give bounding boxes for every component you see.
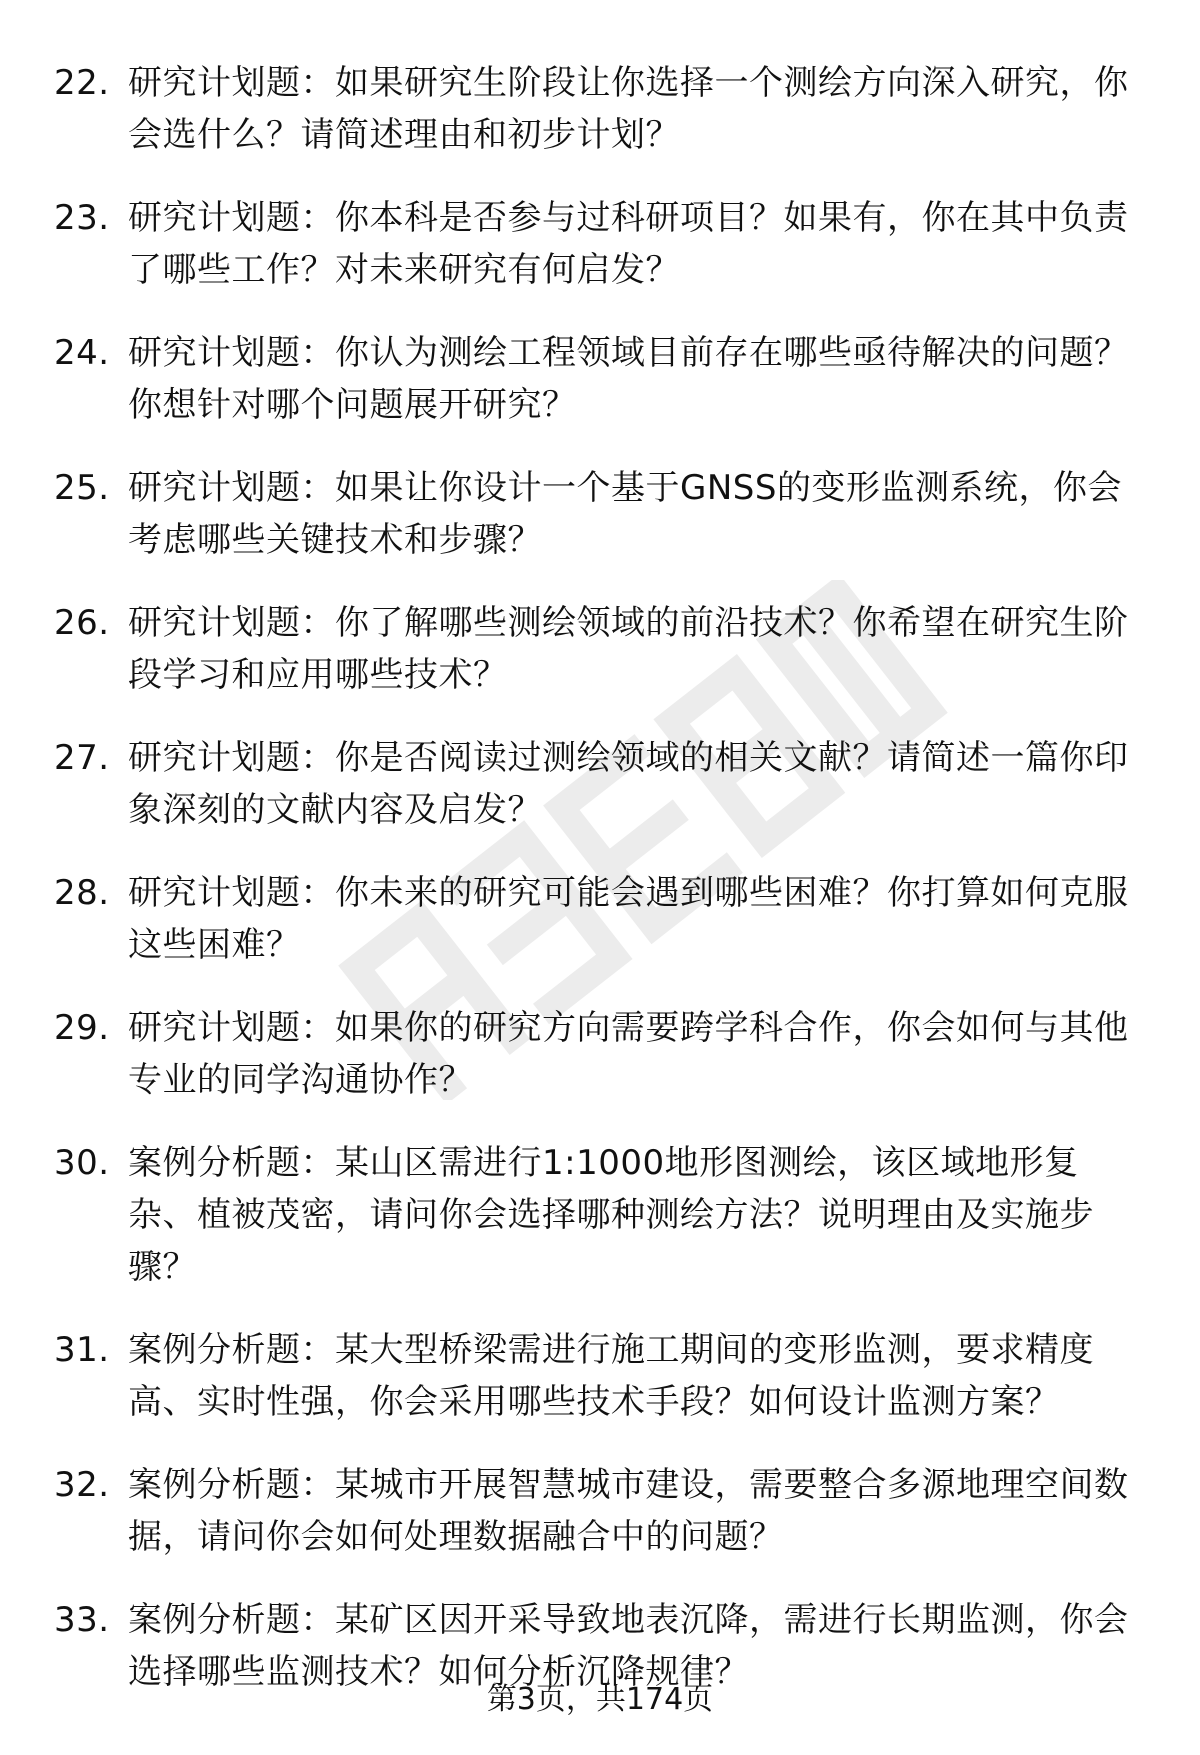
question-number: 24. bbox=[54, 333, 110, 373]
question-text: 研究计划题：如果研究生阶段让你选择一个测绘方向深入研究，你会选什么？请简述理由和初步计划？ bbox=[128, 63, 1129, 155]
question-text: 案例分析题：某矿区因开采导致地表沉降，需进行长期监测，你会选择哪些监测技术？如何分析沉降规律？ bbox=[128, 1600, 1129, 1692]
question-item bbox=[0, 732, 1200, 836]
question-item bbox=[0, 1137, 1200, 1293]
question-item bbox=[0, 1002, 1200, 1106]
question-text: 研究计划题：你未来的研究可能会遇到哪些困难？你打算如何克服这些困难？ bbox=[128, 873, 1129, 965]
question-item bbox=[0, 327, 1200, 431]
question-number: 27. bbox=[54, 738, 110, 778]
question-number: 31. bbox=[54, 1330, 110, 1370]
question-text: 研究计划题：你认为测绘工程领域目前存在哪些亟待解决的问题？你想针对哪个问题展开研究？ bbox=[128, 333, 1129, 425]
question-number: 32. bbox=[54, 1465, 110, 1505]
question-text: 案例分析题：某大型桥梁需进行施工期间的变形监测，要求精度高、实时性强，你会采用哪些技术手段？如何设计监测方案？ bbox=[128, 1330, 1094, 1422]
question-text: 案例分析题：某城市开展智慧城市建设，需要整合多源地理空间数据，请问你会如何处理数据融合中的问题？ bbox=[128, 1465, 1129, 1557]
question-number: 33. bbox=[54, 1600, 110, 1640]
question-number: 25. bbox=[54, 468, 110, 508]
question-number: 26. bbox=[54, 603, 110, 643]
question-text: 研究计划题：你是否阅读过测绘领域的相关文献？请简述一篇你印象深刻的文献内容及启发？ bbox=[128, 738, 1129, 830]
question-number: 23. bbox=[54, 198, 110, 238]
question-number: 28. bbox=[54, 873, 110, 913]
question-text: 案例分析题：某山区需进行1:1000地形图测绘，该区域地形复杂、植被茂密，请问你会选择哪种测绘方法？说明理由及实施步骤？ bbox=[128, 1143, 1094, 1287]
question-item bbox=[0, 867, 1200, 971]
question-item bbox=[0, 1459, 1200, 1563]
question-number: 22. bbox=[54, 63, 110, 103]
question-number: 30. bbox=[54, 1143, 110, 1183]
question-text: 研究计划题：你了解哪些测绘领域的前沿技术？你希望在研究生阶段学习和应用哪些技术？ bbox=[128, 603, 1129, 695]
question-item bbox=[0, 57, 1200, 161]
question-text: 研究计划题：如果让你设计一个基于GNSS的变形监测系统，你会考虑哪些关键技术和步骤？ bbox=[128, 468, 1122, 560]
question-item bbox=[0, 1324, 1200, 1428]
question-text: 研究计划题：你本科是否参与过科研项目？如果有，你在其中负责了哪些工作？对未来研究有何启发？ bbox=[128, 198, 1129, 290]
question-list bbox=[0, 57, 1200, 1729]
question-text: 研究计划题：如果你的研究方向需要跨学科合作，你会如何与其他专业的同学沟通协作？ bbox=[128, 1008, 1129, 1100]
question-item bbox=[0, 192, 1200, 296]
question-number: 29. bbox=[54, 1008, 110, 1048]
question-item bbox=[0, 597, 1200, 701]
page-footer: 第3页，共174页 bbox=[486, 1682, 714, 1717]
question-item bbox=[0, 462, 1200, 566]
